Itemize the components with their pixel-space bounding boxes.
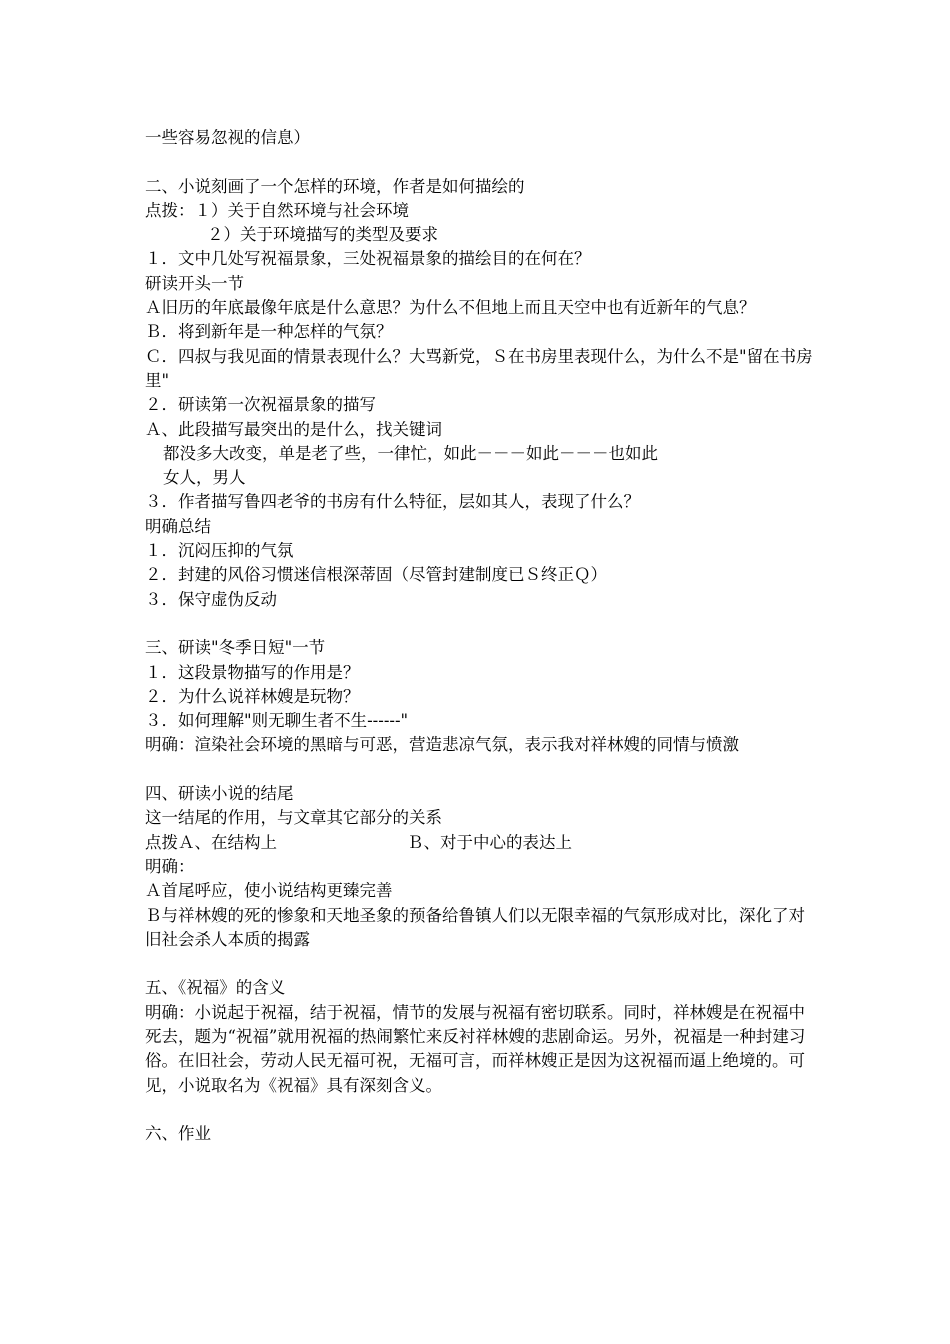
question-line: Ｃ．四叔与我见面的情景表现什么？大骂新党，Ｓ在书房里表现什么，为什么不是"留在书房里" (145, 346, 813, 390)
question-line: ２．为什么说祥林嫂是玩物？ (145, 686, 360, 706)
blank-line (145, 1098, 815, 1122)
section-heading: 二、小说刻画了一个怎样的环境，作者是如何描绘的 (145, 176, 525, 196)
answer-line: Ａ首尾呼应，使小说结构更臻完善 (145, 881, 393, 901)
keyword-line: 女人，男人 (163, 468, 246, 488)
question-line: Ｂ．将到新年是一种怎样的气氛？ (145, 322, 393, 342)
blank-line (145, 758, 815, 782)
answer-line: Ｂ与祥林嫂的死的惨象和天地圣象的预备给鲁镇人们以无限幸福的气氛形成对比，深化了对旧社会杀人本质的揭露 (145, 905, 805, 949)
keyword-line: 都没多大改变，单是老了些，一律忙，如此－－－如此－－－也如此 (163, 443, 658, 463)
summary-line: ３．保守虚伪反动 (145, 589, 277, 609)
question-line: １．这段景物描写的作用是？ (145, 662, 360, 682)
blank-line (145, 952, 815, 976)
subheading-line: 明确总结 (145, 516, 211, 536)
answer-line: 明确：渲染社会环境的黑暗与可恶，营造悲凉气氛，表示我对祥林嫂的同情与愤激 (145, 735, 739, 755)
question-line: ３．作者描写鲁四老爷的书房有什么特征，层如其人，表现了什么？ (145, 492, 640, 512)
question-line: １．文中几处写祝福景象，三处祝福景象的描绘目的在何在？ (145, 249, 591, 269)
answer-label: 明确： (145, 856, 195, 876)
section-heading: 五、《祝福》的含义 (145, 978, 286, 998)
question-line: ２．研读第一次祝福景象的描写 (145, 395, 376, 415)
summary-line: ２．封建的风俗习惯迷信根深蒂固（尽管封建制度已Ｓ终正Ｑ） (145, 565, 607, 585)
paragraph: 一些容易忽视的信息） (145, 128, 310, 147)
section-heading: 三、研读"冬季日短"一节 (145, 638, 326, 658)
question-line: Ａ旧历的年底最像年底是什么意思？为什么不但地上而且天空中也有近新年的气息？ (145, 298, 756, 318)
question-line: Ａ、此段描写最突出的是什么，找关键词 (145, 419, 442, 439)
blank-line (145, 150, 815, 174)
section-heading: 六、作业 (145, 1124, 211, 1144)
blank-line (145, 612, 815, 636)
answer-line: 明确：小说起于祝福，结于祝福，情节的发展与祝福有密切联系。同时，祥林嫂是在祝福中死去，题为“祝福”就用祝福的热闹繁忙来反衬祥林嫂的悲剧命运。另外，祝福是一种封建习俗。在旧社会，劳动人民无福可祝，无福可言，而祥林嫂正是因为这祝福而逼上绝境的。可见，小说取名为《祝福》具有深刻含义。 (145, 1002, 806, 1095)
hint-line (145, 831, 815, 855)
hint-b: Ｂ、对于中心的表达上 (407, 832, 572, 852)
question-line: 这一结尾的作用，与文章其它部分的关系 (145, 808, 442, 828)
document-page (145, 126, 815, 1146)
summary-line: １．沉闷压抑的气氛 (145, 541, 294, 561)
hint-line: 点拨：１）关于自然环境与社会环境 (145, 200, 409, 220)
subheading-line: 研读开头一节 (145, 273, 244, 293)
question-line: ３．如何理解"则无聊生者不生------" (145, 711, 409, 731)
section-heading: 四、研读小说的结尾 (145, 784, 294, 804)
hint-a: 点拨Ａ、在结构上 (145, 832, 277, 852)
hint-line: ２）关于环境描写的类型及要求 (207, 225, 438, 245)
